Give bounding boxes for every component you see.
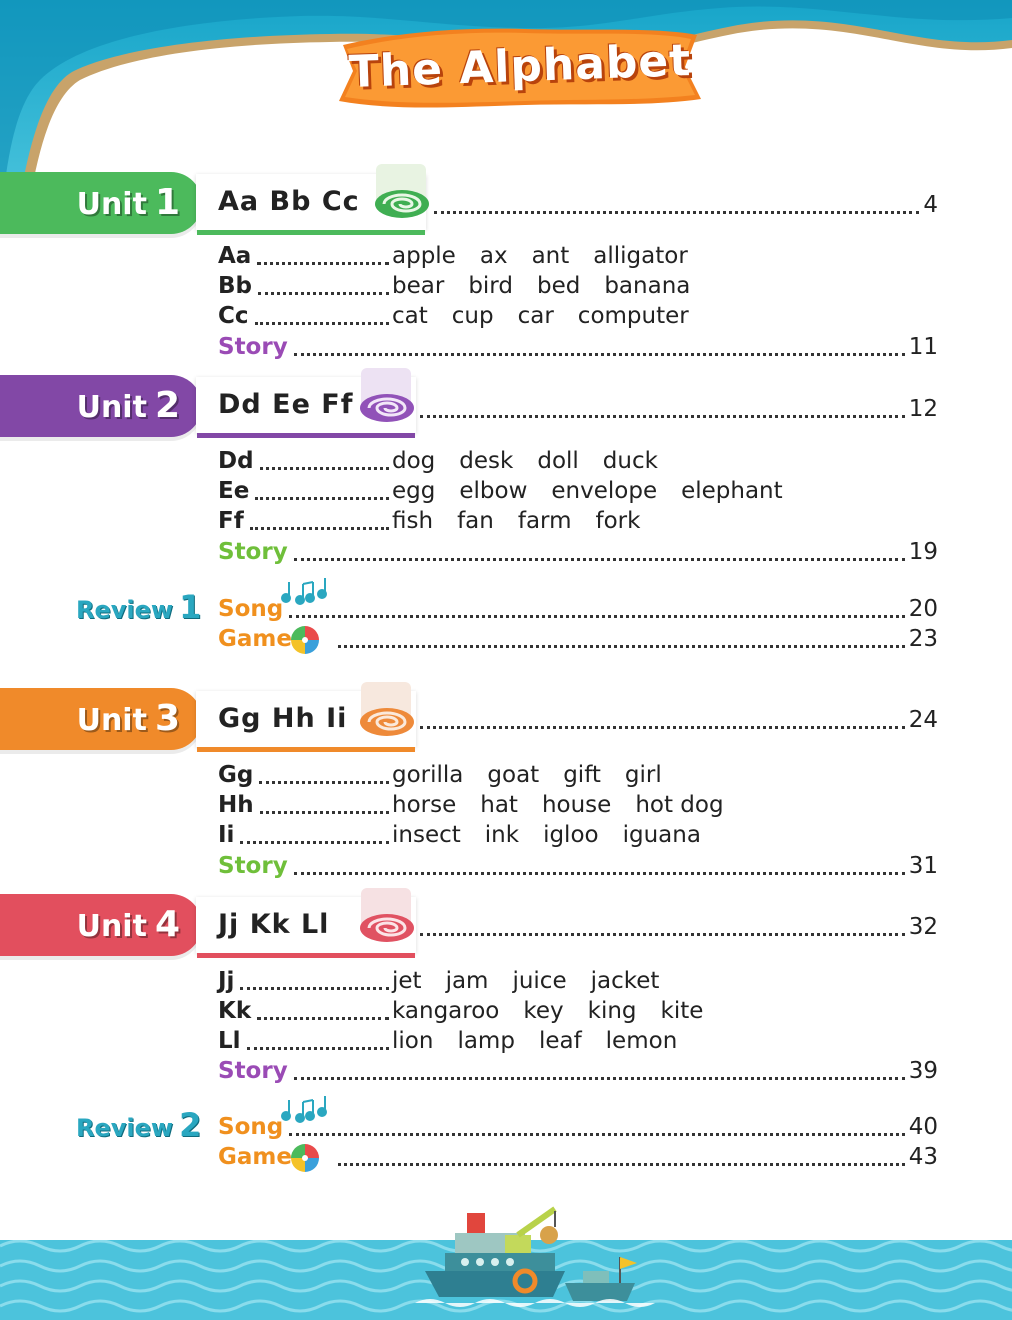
word: ink bbox=[484, 822, 520, 848]
review-number: 1 bbox=[179, 588, 202, 626]
word: key bbox=[523, 998, 564, 1024]
entry-letter: Hh bbox=[218, 792, 254, 818]
entry-words bbox=[392, 996, 727, 1026]
word: gorilla bbox=[392, 762, 464, 788]
entry-letter: Ee bbox=[218, 478, 250, 504]
story-label: Story bbox=[218, 539, 288, 565]
unit-word: Unit bbox=[76, 187, 147, 222]
word: goat bbox=[487, 762, 540, 788]
entry-words bbox=[392, 1026, 701, 1056]
spiral-scroll-icon bbox=[355, 678, 415, 740]
unit-row-4 bbox=[414, 912, 938, 942]
title-banner bbox=[335, 25, 705, 109]
entry-words bbox=[392, 241, 712, 271]
word: jacket bbox=[590, 968, 660, 994]
word: farm bbox=[517, 508, 572, 534]
story-row bbox=[218, 332, 938, 362]
unit-letters: Jj Kk Ll bbox=[218, 909, 330, 940]
page-number: 39 bbox=[908, 1058, 938, 1084]
game-row bbox=[218, 624, 938, 654]
entry-letter: Ff bbox=[218, 508, 244, 534]
word: kite bbox=[660, 998, 704, 1024]
entry-letter: Dd bbox=[218, 448, 254, 474]
entry-row bbox=[218, 301, 393, 331]
word: house bbox=[541, 792, 612, 818]
song-label: Song bbox=[218, 1114, 284, 1140]
word: ax bbox=[479, 243, 508, 269]
song-label: Song bbox=[218, 596, 284, 622]
entry-words bbox=[392, 760, 686, 790]
unit-row-3 bbox=[414, 705, 938, 735]
word: hot dog bbox=[635, 792, 724, 818]
page-number: 12 bbox=[908, 396, 938, 422]
story-label: Story bbox=[218, 1058, 288, 1084]
word: horse bbox=[392, 792, 457, 818]
entry-row bbox=[218, 476, 393, 506]
unit-number: 1 bbox=[154, 182, 180, 223]
word: ant bbox=[531, 243, 570, 269]
word: dog bbox=[392, 448, 436, 474]
game-label: Game bbox=[218, 1144, 292, 1170]
word: fan bbox=[457, 508, 494, 534]
word: fork bbox=[595, 508, 641, 534]
entry-row bbox=[218, 790, 393, 820]
word: alligator bbox=[593, 243, 688, 269]
page-number: 19 bbox=[908, 539, 938, 565]
word: insect bbox=[392, 822, 461, 848]
word: elbow bbox=[459, 478, 528, 504]
unit-letters: Aa Bb Cc bbox=[218, 186, 360, 217]
spiral-scroll-icon bbox=[355, 364, 415, 426]
word: bed bbox=[536, 273, 581, 299]
entry-letter: Aa bbox=[218, 243, 252, 269]
unit-word: Unit bbox=[76, 703, 147, 738]
spiral-scroll-icon bbox=[370, 160, 430, 222]
word: lemon bbox=[605, 1028, 678, 1054]
entry-words bbox=[392, 446, 682, 476]
entry-letter: Ll bbox=[218, 1028, 241, 1054]
page-number: 32 bbox=[908, 914, 938, 940]
song-row bbox=[218, 594, 938, 624]
word: lion bbox=[392, 1028, 434, 1054]
game-label: Game bbox=[218, 626, 292, 652]
entry-words bbox=[392, 301, 713, 331]
spiral-scroll-icon bbox=[355, 884, 415, 946]
boat-illustration bbox=[415, 1205, 655, 1310]
word: igloo bbox=[543, 822, 599, 848]
review-number: 2 bbox=[179, 1106, 202, 1144]
word: bird bbox=[468, 273, 513, 299]
word: iguana bbox=[622, 822, 701, 848]
page-number: 40 bbox=[908, 1114, 938, 1140]
word: elephant bbox=[681, 478, 783, 504]
word: juice bbox=[512, 968, 567, 994]
page-number: 4 bbox=[923, 192, 938, 218]
word: duck bbox=[602, 448, 658, 474]
unit-tab-1 bbox=[0, 172, 202, 234]
review-word: Review bbox=[76, 1114, 174, 1142]
page-number: 20 bbox=[908, 596, 938, 622]
entry-letter: Cc bbox=[218, 303, 249, 329]
entry-row bbox=[218, 241, 393, 271]
page-number: 11 bbox=[908, 334, 938, 360]
entry-words bbox=[392, 506, 664, 536]
story-row bbox=[218, 1056, 938, 1086]
word: kangaroo bbox=[392, 998, 500, 1024]
entry-row bbox=[218, 820, 393, 850]
word: king bbox=[587, 998, 637, 1024]
word: banana bbox=[604, 273, 691, 299]
entry-words bbox=[392, 790, 748, 820]
word: desk bbox=[459, 448, 514, 474]
page-number: 23 bbox=[908, 626, 938, 652]
unit-row-1 bbox=[428, 190, 938, 220]
word: car bbox=[517, 303, 554, 329]
unit-tab-3 bbox=[0, 688, 202, 750]
word: apple bbox=[392, 243, 456, 269]
unit-letters: Gg Hh Ii bbox=[218, 703, 348, 734]
word: doll bbox=[537, 448, 579, 474]
word: jet bbox=[392, 968, 422, 994]
word: fish bbox=[392, 508, 434, 534]
word: girl bbox=[624, 762, 662, 788]
unit-tab-4 bbox=[0, 894, 202, 956]
review-word: Review bbox=[76, 596, 174, 624]
unit-number: 4 bbox=[154, 904, 180, 945]
story-row bbox=[218, 851, 938, 881]
page-number: 24 bbox=[908, 707, 938, 733]
entry-letter: Bb bbox=[218, 273, 252, 299]
entry-words bbox=[392, 271, 714, 301]
unit-number: 2 bbox=[154, 385, 180, 426]
story-row bbox=[218, 537, 938, 567]
review-label-1 bbox=[76, 588, 201, 626]
entry-words bbox=[392, 476, 807, 506]
page-number: 43 bbox=[908, 1144, 938, 1170]
unit-number: 3 bbox=[154, 698, 180, 739]
game-row bbox=[218, 1142, 938, 1172]
entry-words bbox=[392, 966, 683, 996]
entry-row bbox=[218, 1026, 393, 1056]
entry-row bbox=[218, 996, 393, 1026]
word: gift bbox=[563, 762, 601, 788]
entry-letter: Gg bbox=[218, 762, 254, 788]
entry-words bbox=[392, 820, 725, 850]
word: envelope bbox=[551, 478, 658, 504]
page-number: 31 bbox=[908, 853, 938, 879]
word: cat bbox=[392, 303, 428, 329]
entry-letter: Ii bbox=[218, 822, 235, 848]
unit-row-2 bbox=[414, 394, 938, 424]
story-label: Story bbox=[218, 853, 288, 879]
word: egg bbox=[392, 478, 436, 504]
word: jam bbox=[445, 968, 489, 994]
word: bear bbox=[392, 273, 445, 299]
entry-row bbox=[218, 760, 393, 790]
unit-tab-2 bbox=[0, 375, 202, 437]
word: computer bbox=[577, 303, 689, 329]
story-label: Story bbox=[218, 334, 288, 360]
entry-row bbox=[218, 506, 393, 536]
review-label-2 bbox=[76, 1106, 201, 1144]
entry-row bbox=[218, 966, 393, 996]
word: lamp bbox=[457, 1028, 515, 1054]
entry-row bbox=[218, 446, 393, 476]
unit-letters: Dd Ee Ff bbox=[218, 389, 354, 420]
unit-word: Unit bbox=[76, 390, 147, 425]
word: cup bbox=[451, 303, 494, 329]
entry-letter: Kk bbox=[218, 998, 252, 1024]
entry-row bbox=[218, 271, 393, 301]
entry-letter: Jj bbox=[218, 968, 235, 994]
word: leaf bbox=[538, 1028, 582, 1054]
unit-word: Unit bbox=[76, 909, 147, 944]
word: hat bbox=[480, 792, 518, 818]
page-title: The Alphabet bbox=[347, 35, 693, 98]
song-row bbox=[218, 1112, 938, 1142]
